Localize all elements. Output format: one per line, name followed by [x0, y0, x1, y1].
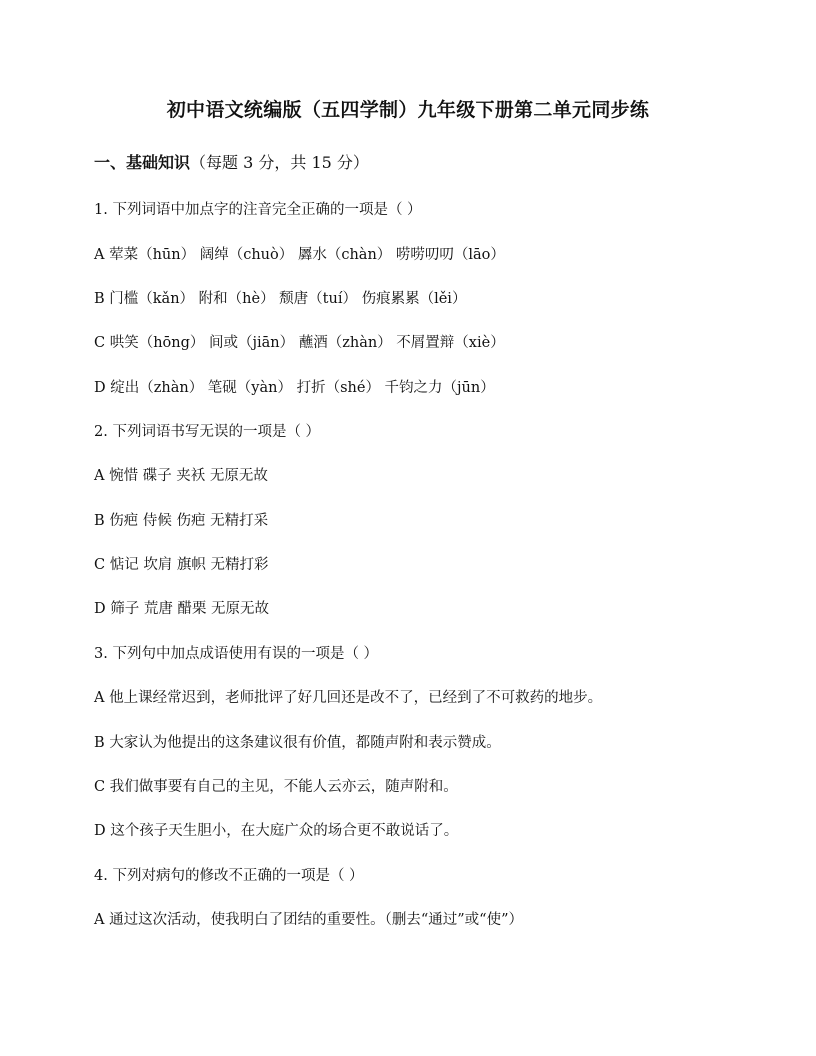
section-score-note: （每题 3 分，共 15 分） [190, 153, 369, 172]
question-1-stem: 1. 下列词语中加点字的注音完全正确的一项是（ ） [94, 202, 422, 218]
page-title: 初中语文统编版（五四学制）九年级下册第二单元同步练 [166, 99, 650, 121]
question-2-stem: 2. 下列词语书写无误的一项是（ ） [94, 424, 321, 440]
question-2-option-c: C 惦记 坎肩 旗帜 无精打彩 [94, 557, 269, 573]
question-3-option-b: B 大家认为他提出的这条建议很有价值，都随声附和表示赞成。 [94, 735, 501, 751]
question-2-option-d: D 筛子 荒唐 醋栗 无原无故 [94, 601, 270, 617]
question-1-option-b: B 门槛（kǎn） 附和（hè） 颓唐（tuí） 伤痕累累（lěi） [94, 291, 467, 307]
section-heading-label: 一、基础知识 [94, 153, 191, 172]
question-4-option-a: A 通过这次活动，使我明白了团结的重要性。（删去“通过”或“使”） [94, 912, 523, 928]
question-1-option-d: D 绽出（zhàn） 笔砚（yàn） 打折（shé） 千钧之力（jūn） [94, 380, 495, 396]
question-4-stem: 4. 下列对病句的修改不正确的一项是（ ） [94, 868, 364, 884]
question-1-option-c: C 哄笑（hōng） 间或（jiān） 蘸酒（zhàn） 不屑置辩（xiè） [94, 335, 505, 351]
question-3-option-d: D 这个孩子天生胆小，在大庭广众的场合更不敢说话了。 [94, 823, 459, 839]
question-2-option-b: B 伤疤 侍候 伤疤 无精打采 [94, 513, 269, 529]
question-1-option-a: A 荤菜（hūn） 阔绰（chuò） 羼水（chàn） 唠唠叨叨（lāo） [94, 247, 505, 263]
section-heading [94, 150, 369, 173]
question-3-stem: 3. 下列句中加点成语使用有误的一项是（ ） [94, 646, 379, 662]
question-2-option-a: A 惋惜 碟子 夹袄 无原无故 [94, 468, 268, 484]
question-3-option-a: A 他上课经常迟到，老师批评了好几回还是改不了，已经到了不可救药的地步。 [94, 690, 603, 706]
question-3-option-c: C 我们做事要有自己的主见，不能人云亦云，随声附和。 [94, 779, 458, 795]
